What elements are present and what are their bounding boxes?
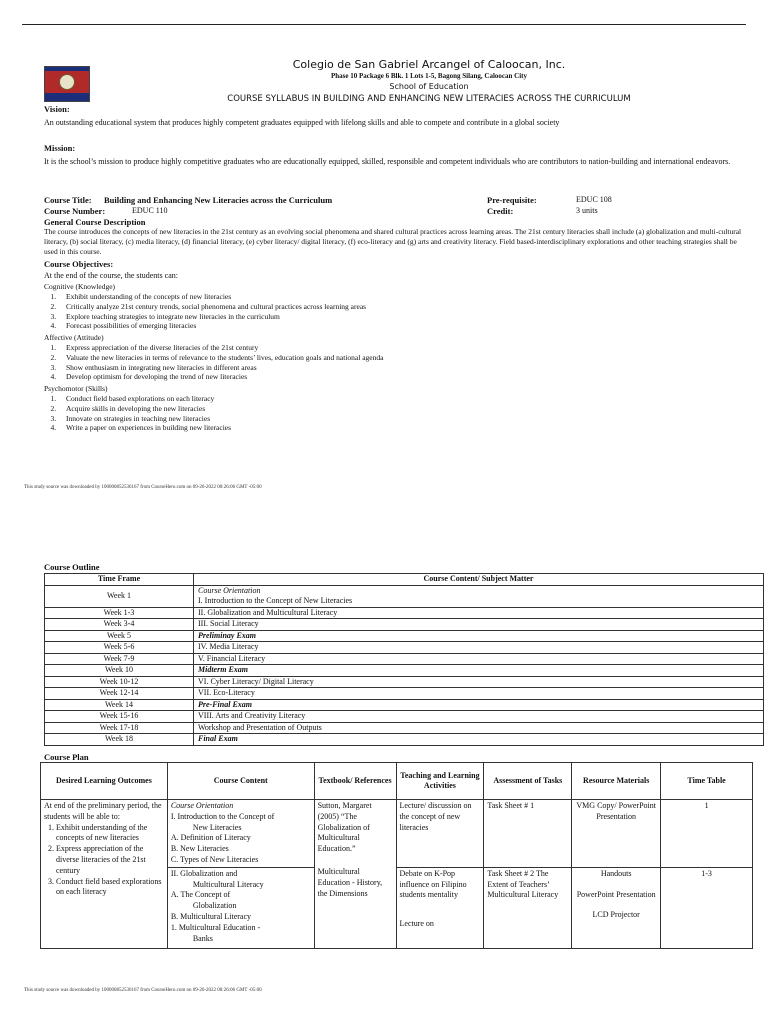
- table-row: [45, 642, 764, 654]
- table-row: [45, 665, 764, 677]
- table-row: [45, 699, 764, 711]
- resources-cell: [572, 867, 661, 948]
- content-cell: Workshop and Presentation of Outputs: [194, 722, 764, 734]
- table-row: [45, 619, 764, 631]
- content-cell: VI. Cyber Literacy/ Digital Literacy: [194, 676, 764, 688]
- week-cell: Week 18: [45, 734, 194, 746]
- table-row: [45, 653, 764, 665]
- outcomes-cell: [41, 800, 168, 949]
- teaching-cell: [396, 867, 484, 948]
- school-name: Colegio de San Gabriel Arcangel of Caloocan, Inc.: [292, 58, 566, 71]
- objectives-label: Course Objectives:: [44, 259, 114, 269]
- list-item: 4. Forecast possibilities of emerging literacies: [58, 321, 366, 331]
- table-row: [41, 800, 753, 868]
- course-outline-label: Course Outline: [44, 562, 100, 572]
- resource-item: LCD Projector: [592, 910, 640, 920]
- resources-cell: VMG Copy/ PowerPoint Presentation: [572, 800, 661, 868]
- content-cell: III. Social Literacy: [194, 619, 764, 631]
- affective-list: [40, 343, 383, 382]
- list-item: 2. Valuate the new literacies in terms of relevance to the students’ lives, education goals and national agenda: [58, 353, 383, 363]
- content-cell: VIII. Arts and Creativity Literacy: [194, 711, 764, 723]
- orientation-text: Course Orientation: [198, 586, 261, 595]
- week-cell: Week 15-16: [45, 711, 194, 723]
- topic-text: I. Introduction to the Concept of New Literacies: [198, 596, 353, 606]
- list-item: 1. Express appreciation of the diverse literacies of the 21st century: [58, 343, 383, 353]
- table-row: [45, 630, 764, 642]
- week-cell: Week 14: [45, 699, 194, 711]
- mission-text: It is the school’s mission to produce highly competitive graduates who are educationally equipped, skilled, responsible and competent individuals who are contributors to nation-building and international endeavors.: [44, 157, 731, 166]
- vision-label: Vision:: [44, 104, 70, 114]
- download-notice: This study source was downloaded by 100000852536167 from CourseHero.com on 09-26-2022 00:26:06 GMT -05:00: [24, 485, 262, 490]
- table-row: [45, 607, 764, 619]
- content-line: New Literacies: [192, 822, 242, 832]
- reference-2: Multicultural Education - History, the Dimensions: [317, 866, 383, 898]
- course-title-label: Course Title:: [44, 195, 92, 205]
- content-line: I. Introduction to the Concept of: [170, 811, 275, 821]
- col-teaching-activities: Teaching and Learning Activities: [396, 763, 484, 800]
- list-item: 1. Conduct field based explorations on each literacy: [58, 394, 231, 404]
- list-item: 1. Exhibit understanding of the concepts of new literacies: [58, 292, 366, 302]
- col-time-table: Time Table: [661, 763, 753, 800]
- table-row: [45, 722, 764, 734]
- exam-cell: Preliminay Exam: [194, 630, 764, 642]
- col-course-content: Course Content: [167, 763, 314, 800]
- week-cell: Week 10: [45, 665, 194, 677]
- course-number-label: Course Number:: [44, 206, 106, 216]
- psychomotor-label: Psychomotor (Skills): [44, 384, 108, 393]
- week-cell: Week 5: [45, 630, 194, 642]
- textbook-cell: [314, 800, 396, 949]
- affective-label: Affective (Attitude): [44, 333, 104, 342]
- psychomotor-list: [40, 394, 231, 433]
- list-item: 2. Acquire skills in developing the new literacies: [58, 404, 231, 414]
- course-number-value: EDUC 110: [132, 206, 168, 215]
- course-plan-table: [40, 762, 753, 949]
- content-line: Globalization: [192, 901, 237, 911]
- col-time-frame: Time Frame: [45, 574, 194, 586]
- week-cell: Week 5-6: [45, 642, 194, 654]
- content-line: Banks: [192, 933, 213, 943]
- content-cell: [167, 800, 314, 868]
- table-header-row: [45, 574, 764, 586]
- teaching-activity: Debate on K-Pop influence on Filipino students mentality: [399, 868, 467, 900]
- outcomes-intro: At end of the preliminary period, the students will be able to:: [44, 801, 162, 821]
- mission-label: Mission:: [44, 143, 76, 153]
- list-item: 4. Develop optimism for developing the trend of new literacies: [58, 372, 383, 382]
- col-assessment: Assessment of Tasks: [484, 763, 572, 800]
- list-item: 1. Exhibit understanding of the concepts of new literacies: [56, 823, 164, 845]
- description-text: The course introduces the concepts of new literacies in the 21st century as an evolving social phenomena and shared cultural practices across learning areas. The 21st century literacies shall include (a) globalization and multi-cultural literacy, (b) social literacy, (c) media literacy, (d) financial literacy, (e) cyber literacy/ digital literacy, (f) eco-literacy and (g) arts and creativity literacy. Field based-interdisciplinary explorations and other teaching strategies shall be used in this course.: [44, 227, 742, 257]
- content-cell: [167, 867, 314, 948]
- credit-label: Credit:: [487, 206, 514, 216]
- col-resources: Resource Materials: [572, 763, 661, 800]
- content-line: A. Definition of Literacy: [170, 833, 251, 843]
- table-row: [45, 711, 764, 723]
- content-cell: IV. Media Literacy: [194, 642, 764, 654]
- table-row: [45, 586, 764, 608]
- list-item: 4. Write a paper on experiences in building new literacies: [58, 423, 231, 433]
- cognitive-list: [40, 292, 366, 331]
- content-cell: V. Financial Literacy: [194, 653, 764, 665]
- col-textbook: Textbook/ References: [314, 763, 396, 800]
- course-title-value: Building and Enhancing New Literacies across the Curriculum: [104, 195, 333, 205]
- prereq-label: Pre-requisite:: [487, 195, 537, 205]
- week-cell: Week 17-18: [45, 722, 194, 734]
- list-item: 3. Conduct field based explorations on each literacy: [56, 877, 164, 899]
- table-row: [45, 688, 764, 700]
- list-item: 2. Critically analyze 21st century trends, social phenomena and cultural practices across learning areas: [58, 302, 366, 312]
- week-cell: Week 7-9: [45, 653, 194, 665]
- table-row: [45, 676, 764, 688]
- assessment-cell: Task Sheet # 1: [484, 800, 572, 868]
- timetable-cell: 1: [661, 800, 753, 868]
- content-line: C. Types of New Literacies: [170, 854, 259, 864]
- col-learning-outcomes: Desired Learning Outcomes: [41, 763, 168, 800]
- exam-cell: Pre-Final Exam: [194, 699, 764, 711]
- table-header-row: [41, 763, 753, 800]
- school-logo: [44, 66, 90, 102]
- vision-text: An outstanding educational system that produces highly competent graduates equipped with lifelong skills and able to compete and contribute in a global society: [44, 118, 560, 127]
- syllabus-title: COURSE SYLLABUS IN BUILDING AND ENHANCING NEW LITERACIES ACROSS THE CURRICULUM: [227, 94, 631, 104]
- content-line: A. The Concept of: [170, 890, 231, 900]
- week-cell: Week 12-14: [45, 688, 194, 700]
- school-address: Phase 10 Package 6 Blk. 1 Lots 1-5, Bagong Silang, Caloocan City: [330, 72, 527, 80]
- reference-1: Sutton, Margaret (2005) “The Globalization of Multicultural Education.”: [317, 801, 372, 854]
- teaching-activity: Lecture on: [399, 919, 434, 929]
- download-notice-bottom: This study source was downloaded by 100000852536167 from CourseHero.com on 09-26-2022 00:26:06 GMT -05:00: [24, 988, 262, 993]
- list-item: 2. Express appreciation of the diverse literacies of the 21st century: [56, 844, 164, 876]
- content-line: B. Multicultural Literacy: [170, 911, 252, 921]
- list-item: 3. Innovate on strategies in teaching new literacies: [58, 414, 231, 424]
- assessment-cell: Task Sheet # 2 The Extent of Teachers’ Multicultural Literacy: [484, 867, 572, 948]
- top-rule: [22, 24, 746, 25]
- content-line: 1. Multicultural Education -: [170, 922, 261, 932]
- exam-cell: Midterm Exam: [194, 665, 764, 677]
- content-line: Course Orientation: [170, 801, 234, 810]
- objectives-intro: At the end of the course, the students can:: [44, 271, 178, 280]
- content-line: II. Globalization and: [170, 868, 238, 878]
- content-line: B. New Literacies: [170, 844, 229, 854]
- resource-item: PowerPoint Presentation: [576, 889, 656, 899]
- list-item: 3. Show enthusiasm in integrating new literacies in different areas: [58, 363, 383, 373]
- timetable-cell: 1-3: [661, 867, 753, 948]
- cognitive-label: Cognitive (Knowledge): [44, 282, 116, 291]
- content-cell: II. Globalization and Multicultural Literacy: [194, 607, 764, 619]
- exam-cell: Final Exam: [194, 734, 764, 746]
- table-row: [45, 734, 764, 746]
- teaching-cell: Lecture/ discussion on the concept of new literacies: [396, 800, 484, 868]
- week-cell: Week 1: [45, 586, 194, 608]
- week-cell: Week 1-3: [45, 607, 194, 619]
- outcomes-list: [44, 823, 164, 899]
- resource-item: Handouts: [600, 868, 632, 878]
- list-item: 3. Explore teaching strategies to integrate new literacies in the curriculum: [58, 312, 366, 322]
- department-name: School of Education: [389, 82, 469, 91]
- course-plan-label: Course Plan: [44, 752, 89, 762]
- week-cell: Week 10-12: [45, 676, 194, 688]
- content-line: Multicultural Literacy: [192, 879, 264, 889]
- prereq-value: EDUC 108: [576, 195, 612, 204]
- description-label: General Course Description: [44, 217, 146, 227]
- col-course-content: Course Content/ Subject Matter: [194, 574, 764, 586]
- content-cell: [194, 586, 764, 608]
- week-cell: Week 3-4: [45, 619, 194, 631]
- content-cell: VII. Eco-Literacy: [194, 688, 764, 700]
- course-outline-table: [44, 573, 764, 746]
- credit-value: 3 units: [576, 206, 598, 215]
